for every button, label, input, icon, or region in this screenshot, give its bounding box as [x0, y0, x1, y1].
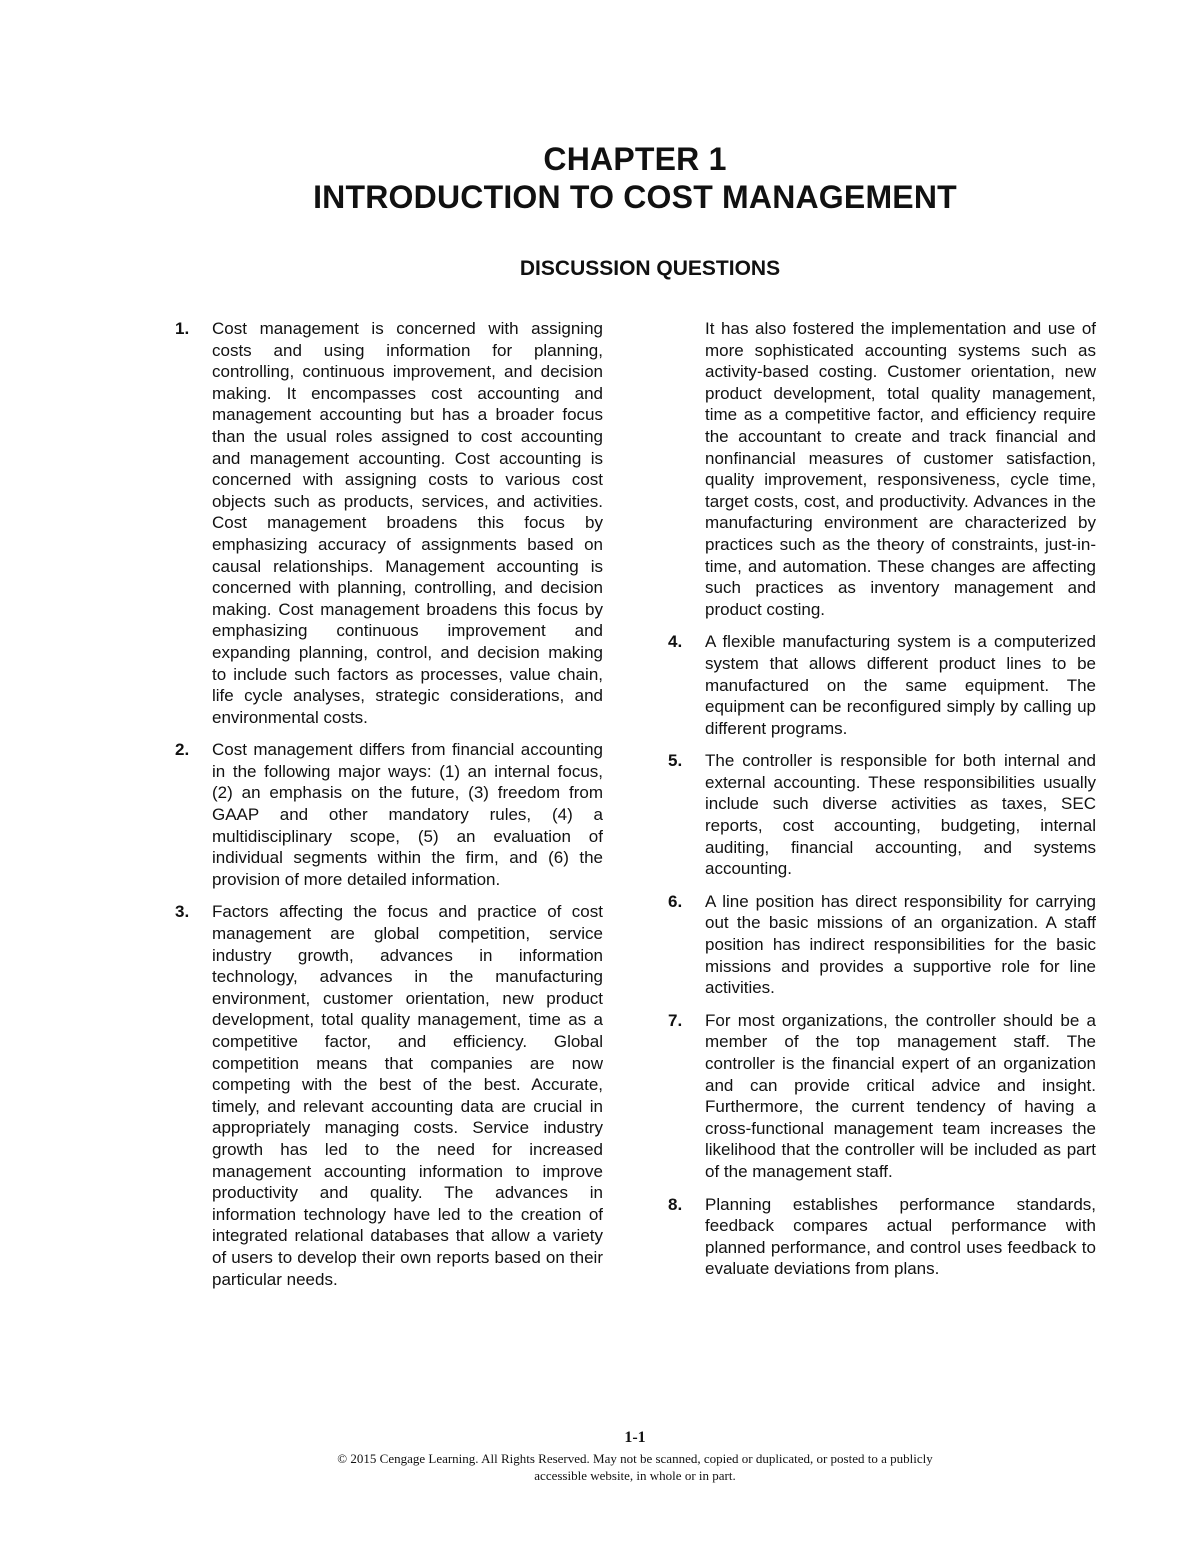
- question-text: A flexible manufacturing system is a computerized system that allows different product lines to be manufactured on the same equipment. The equipment can be reconfigured simply by calling up different programs.: [705, 632, 1096, 738]
- question-3: [175, 901, 603, 1290]
- question-text: For most organizations, the controller should be a member of the top management staff. The controller is the financial expert of an organization and can provide critical advice and insight. Furthermore, the current tendency of having a cross-functional management team increases the likelihood that the controller will be included as part of the management staff.: [705, 1010, 1096, 1181]
- question-number: 2.: [175, 740, 190, 760]
- question-6: [668, 891, 1096, 999]
- chapter-title: INTRODUCTION TO COST MANAGEMENT: [313, 179, 957, 215]
- chapter-label: CHAPTER 1: [543, 141, 727, 177]
- question-2: [175, 739, 603, 890]
- copyright-line-2: accessible website, in whole or in part.: [534, 1468, 736, 1483]
- question-number: 5.: [668, 751, 683, 771]
- right-column: [668, 318, 1096, 1291]
- question-text: Factors affecting the focus and practice of cost management are global competition, service industry growth, advances in information technology, advances in the manufacturing environment, customer orientation, new product development, total quality management, time as a competitive factor, and efficiency. Global competition means that companies are now competing with the best of the best. Accurate, timely, and relevant accounting data are crucial in appropriately managing costs. Service industry growth has led to the need for increased management accounting information to improve productivity and quality. The advances in information technology have led to the creation of integrated relational databases that allow a variety of users to develop their own reports based on their particular needs.: [212, 902, 603, 1289]
- copyright-notice: [0, 1450, 1200, 1484]
- question-1: [175, 318, 603, 728]
- question-text: A line position has direct responsibility for carrying out the basic missions of an organization. A staff position has indirect responsibilities for the basic missions and provides a supportive role for line activities.: [705, 891, 1096, 998]
- question-number: 8.: [668, 1194, 683, 1214]
- question-7: [668, 1010, 1096, 1183]
- question-number: 4.: [668, 632, 683, 652]
- section-title: DISCUSSION QUESTIONS: [519, 257, 781, 280]
- chapter-heading: [0, 140, 1200, 216]
- question-text: Cost management differs from financial accounting in the following major ways: (1) an internal focus, (2) an emphasis on the future, (3) freedom from GAAP and other mandatory rules, (4) a multidisciplinary scope, (5) an evaluation of individual segments within the firm, and (6) the provision of more detailed information.: [212, 740, 603, 889]
- question-8: [668, 1194, 1096, 1280]
- page-number: 1-1: [624, 1429, 646, 1446]
- question-text: Planning establishes performance standards, feedback compares actual performance with planned performance, and control uses feedback to evaluate deviations from plans.: [705, 1194, 1096, 1279]
- question-number: 1.: [175, 319, 190, 338]
- question-4: [668, 631, 1096, 739]
- copyright-line-1: © 2015 Cengage Learning. All Rights Reserved. May not be scanned, copied or duplicated, or posted to a publicly: [337, 1451, 933, 1466]
- left-column: [175, 318, 603, 1301]
- question-text: Cost management is concerned with assigning costs and using information for planning, controlling, continuous improvement, and decision making. It encompasses cost accounting and management accounting but has a broader focus than the usual roles assigned to cost accounting and management accounting. Cost accounting is concerned with assigning costs to various cost objects such as products, services, and activities. Cost management broadens this focus by emphasizing accuracy of assignments based on causal relationships. Management accounting is concerned with planning, controlling, and decision making. Cost management broadens this focus by emphasizing continuous improvement and expanding planning, control, and decision making to include such factors as processes, value chain, life cycle analyses, strategic considerations, and environmental costs.: [212, 319, 603, 727]
- question-number: 7.: [668, 1010, 683, 1030]
- question-text: The controller is responsible for both internal and external accounting. These responsibilities usually include such diverse activities as taxes, SEC reports, cost accounting, budgeting, internal auditing, financial accounting, and systems accounting.: [705, 751, 1096, 879]
- question-number: 3.: [175, 902, 190, 922]
- question-number: 6.: [668, 891, 683, 911]
- question-3-continuation: It has also fostered the implementation and use of more sophisticated accounting systems such as activity-based costing. Customer orientation, new product development, total quality management, time as a competitive factor, and efficiency require the accountant to create and track financial and nonfinancial measures of customer satisfaction, quality improvement, responsiveness, cycle time, target costs, cost, and productivity. Advances in the manufacturing environment are characterized by practices such as the theory of constraints, just-in-time, and automation. These changes are affecting such practices as inventory management and product costing.: [705, 319, 1096, 619]
- question-5: [668, 750, 1096, 880]
